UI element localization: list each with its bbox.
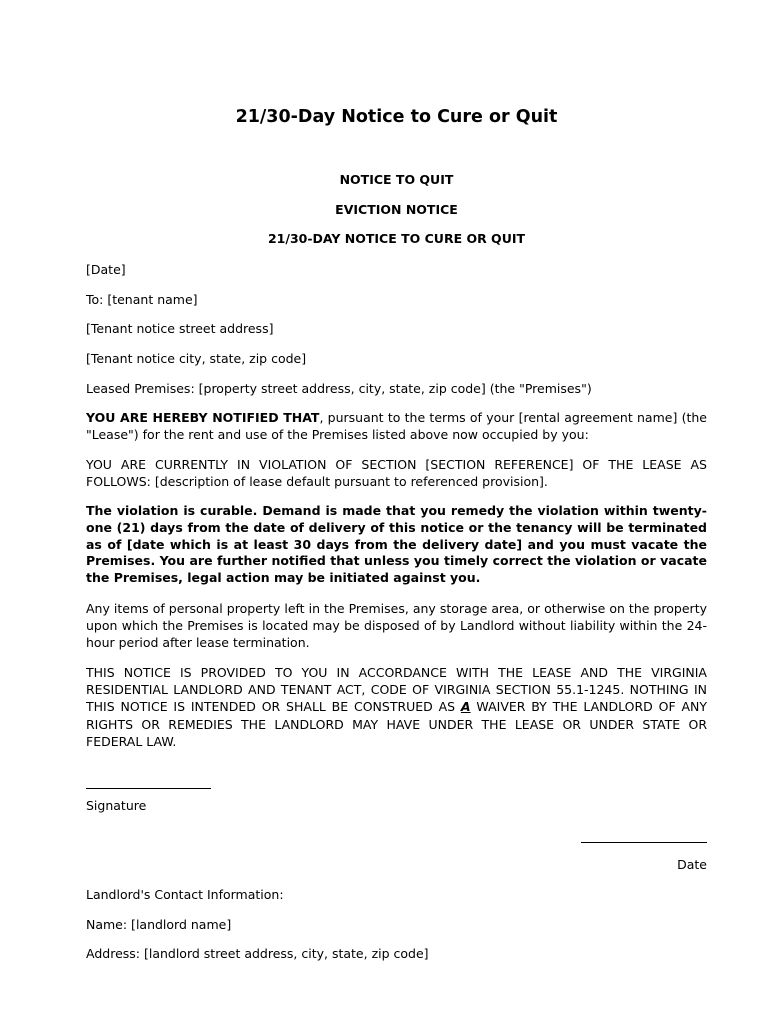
notified-rest: , pursuant to the terms of your [rental agreement name] (the "Lease") for the rent and use of the Premises listed above now occupied by you:	[86, 410, 707, 443]
legal-text-before: THIS NOTICE IS PROVIDED TO YOU IN ACCORDANCE WITH THE LEASE AND THE VIRGINIA RESIDENTIAL LANDLORD AND TENANT ACT, CODE OF VIRGINIA SECTION 55.1-1245. NOTHING IN THIS NOTICE IS INTENDED OR SHALL BE CONSTRUED AS	[86, 665, 707, 715]
violation-paragraph: YOU ARE CURRENTLY IN VIOLATION OF SECTION [SECTION REFERENCE] OF THE LEASE AS FOLLOWS: [description of lease default pursuant to referenced provision].	[86, 457, 707, 490]
personal-property-paragraph: Any items of personal property left in the Premises, any storage area, or otherwise on the property upon which the Premises is located may be disposed of by Landlord without liability within the 24-hour period after lease termination.	[86, 601, 707, 651]
landlord-address-line: Address: [landlord street address, city, state, zip code]	[86, 946, 429, 961]
notified-lead: YOU ARE HEREBY NOTIFIED THAT	[86, 410, 320, 425]
heading-eviction-notice: EVICTION NOTICE	[335, 202, 458, 217]
heading-notice-to-quit: NOTICE TO QUIT	[339, 172, 454, 187]
tenant-name-line: To: [tenant name]	[86, 292, 198, 307]
signature-line	[86, 788, 211, 789]
legal-notice-paragraph	[86, 664, 707, 750]
date-line	[581, 842, 707, 843]
curable-paragraph: The violation is curable. Demand is made that you remedy the violation within twenty-one (21) days from the date of delivery of this notice or the tenancy will be terminated as of [date which is at least 30 days from the delivery date] and you must vacate the Premises. You are further notified that unless you timely correct the violation or vacate the Premises, legal action may be initiated against you.	[86, 503, 707, 586]
leased-premises-line: Leased Premises: [property street address, city, state, zip code] (the "Premises")	[86, 381, 592, 396]
heading-cure-or-quit: 21/30-DAY NOTICE TO CURE OR QUIT	[267, 231, 526, 246]
tenant-street-line: [Tenant notice street address]	[86, 321, 274, 336]
notice-document	[86, 0, 707, 1024]
signature-label: Signature	[86, 798, 147, 813]
date-label: Date	[677, 857, 707, 872]
document-title: 21/30-Day Notice to Cure or Quit	[235, 107, 558, 127]
landlord-contact-heading: Landlord's Contact Information:	[86, 887, 284, 902]
legal-text-emphasis: A	[460, 699, 471, 715]
date-placeholder: [Date]	[86, 262, 126, 277]
tenant-city-line: [Tenant notice city, state, zip code]	[86, 351, 307, 366]
landlord-name-line: Name: [landlord name]	[86, 917, 232, 932]
legal-text-after: WAIVER BY THE LANDLORD OF ANY RIGHTS OR REMEDIES THE LANDLORD MAY HAVE UNDER THE LEASE OR UNDER STATE OR FEDERAL LAW.	[86, 699, 707, 749]
notified-paragraph	[86, 409, 707, 443]
